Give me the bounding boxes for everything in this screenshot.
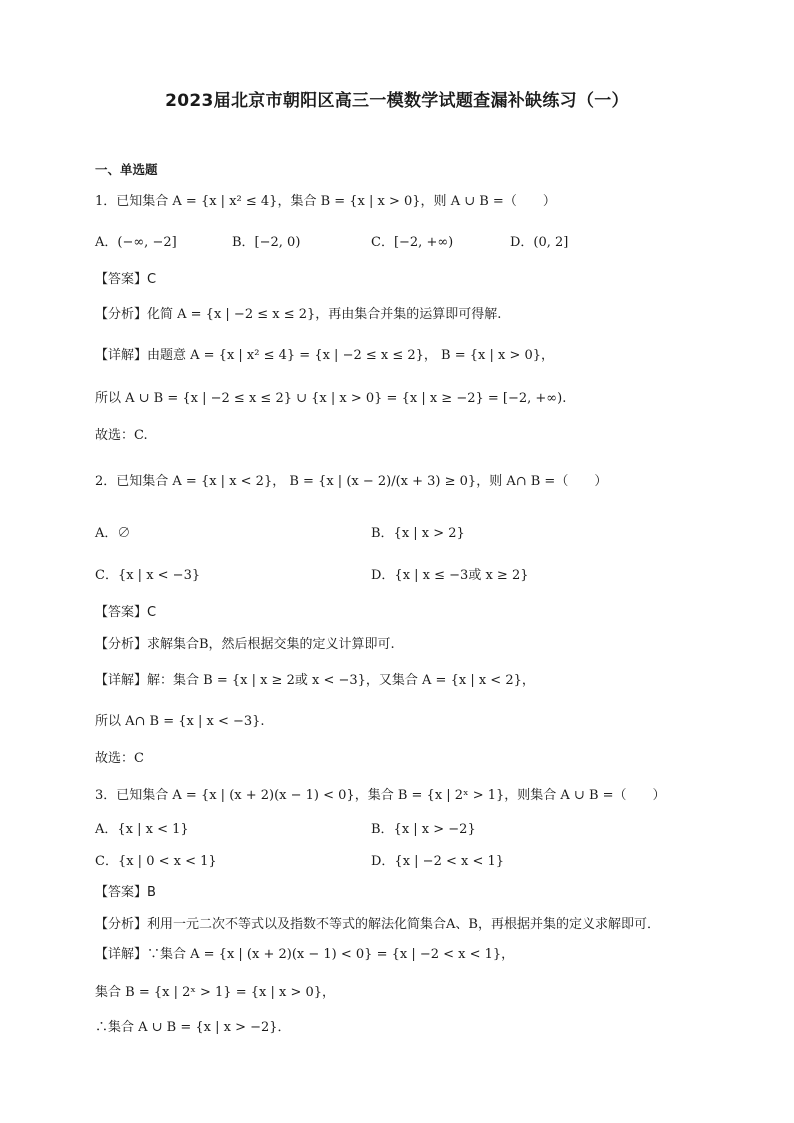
question-2-detail-line-2: 所以 A∩ B = {x | x < −3}. xyxy=(95,714,265,729)
question-1-detail-line-2: 所以 A ∪ B = {x | −2 ≤ x ≤ 2} ∪ {x | x > 0} = {x | x ≥ −2} = [−2, +∞). xyxy=(95,391,567,406)
question-1-analysis: 【分析】化简 A = {x | −2 ≤ x ≤ 2}，再由集合并集的运算即可得解. xyxy=(95,307,502,322)
question-3-option-c: C．{x | 0 < x < 1} xyxy=(95,854,217,869)
question-2-detail-line-1: 【详解】解：集合 B = {x | x ≥ 2或 x < −3}，又集合 A = {x | x < 2}， xyxy=(95,673,535,688)
section-heading: 一、单选题 xyxy=(95,162,158,177)
page-title: 2023届北京市朝阳区高三一模数学试题查漏补缺练习（一） xyxy=(165,91,629,111)
question-3-stem: 3．已知集合 A = {x | (x + 2)(x − 1) < 0}，集合 B = {x | 2ˣ > 1}，则集合 A ∪ B =（ ） xyxy=(95,788,666,803)
question-2-analysis: 【分析】求解集合B，然后根据交集的定义计算即可. xyxy=(95,637,395,652)
question-1-option-b: B．[−2, 0) xyxy=(232,235,301,250)
question-2-stem: 2．已知集合 A = {x | x < 2}， B = {x | (x − 2)/(x + 3) ≥ 0}，则 A∩ B =（ ） xyxy=(95,474,608,489)
question-3-option-a: A．{x | x < 1} xyxy=(95,822,189,837)
question-1-option-a: A．(−∞, −2] xyxy=(95,235,177,250)
question-3-detail-line-3: ∴集合 A ∪ B = {x | x > −2}． xyxy=(95,1020,291,1035)
question-3-option-b: B．{x | x > −2} xyxy=(371,822,476,837)
question-2-answer: 【答案】C xyxy=(95,605,157,620)
question-3-answer: 【答案】B xyxy=(95,885,156,900)
question-2-option-a: A．∅ xyxy=(95,526,131,541)
question-1-option-c: C．[−2, +∞) xyxy=(371,235,454,250)
question-1-stem: 1．已知集合 A = {x | x² ≤ 4}，集合 B = {x | x > 0}，则 A ∪ B =（ ） xyxy=(95,194,556,209)
question-1-detail-line-1: 【详解】由题意 A = {x | x² ≤ 4} = {x | −2 ≤ x ≤ 2}， B = {x | x > 0}， xyxy=(95,348,555,363)
question-2-option-d: D．{x | x ≤ −3或 x ≥ 2} xyxy=(371,568,529,583)
question-3-option-d: D．{x | −2 < x < 1} xyxy=(371,854,505,869)
question-1-conclusion: 故选：C. xyxy=(95,428,148,443)
question-2-option-c: C．{x | x < −3} xyxy=(95,568,201,583)
question-2-conclusion: 故选：C xyxy=(95,751,144,766)
question-3-detail-line-1: 【详解】∵集合 A = {x | (x + 2)(x − 1) < 0} = {x | −2 < x < 1}， xyxy=(95,947,515,962)
question-3-detail-line-2: 集合 B = {x | 2ˣ > 1} = {x | x > 0}， xyxy=(95,985,336,1000)
question-1-option-d: D．(0, 2] xyxy=(510,235,569,250)
question-1-answer: 【答案】C xyxy=(95,272,157,287)
question-2-option-b: B．{x | x > 2} xyxy=(371,526,465,541)
question-3-analysis: 【分析】利用一元二次不等式以及指数不等式的解法化简集合A、B，再根据并集的定义求解即可． xyxy=(95,917,660,932)
